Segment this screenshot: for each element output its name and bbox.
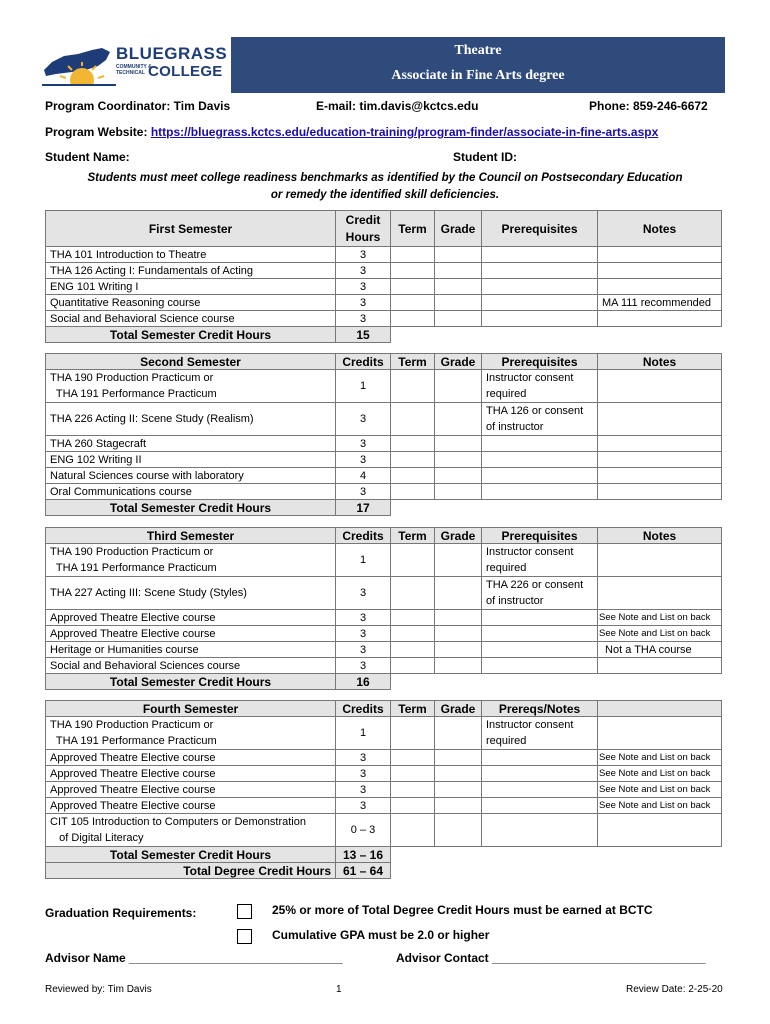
table-row [46,717,722,750]
credit-value: 3 [336,436,391,452]
col-notes: Notes [598,211,722,247]
course-name: Approved Theatre Elective course [46,626,336,642]
prereq-cell [482,311,598,327]
term-cell[interactable] [391,766,435,782]
notes-cell: See Note and List on back [598,626,722,642]
grade-cell[interactable] [435,468,482,484]
logo-mark-icon [42,46,116,86]
table-header-row [46,211,722,247]
prereq-cell [482,468,598,484]
prereq-cell [482,295,598,311]
credit-value: 3 [336,642,391,658]
degree-title: Associate in Fine Arts degree [391,68,565,83]
notes-cell: See Note and List on back [598,750,722,766]
table-row [46,577,722,610]
grade-cell[interactable] [435,370,482,403]
prereq-line: required [486,562,527,574]
grade-cell[interactable] [435,750,482,766]
prereq-cell [482,610,598,626]
table-header-row [46,528,722,544]
credit-value: 3 [336,452,391,468]
page-number: 1 [336,984,342,995]
prereq-line: Instructor consent [486,546,574,558]
total-value: 17 [336,500,391,516]
credit-value: 3 [336,610,391,626]
readiness-line-1: Students must meet college readiness benchmarks as identified by the Council on Postsecondary Education [87,172,683,184]
table-row [46,798,722,814]
col-notes [598,701,722,717]
prereq-line: required [486,388,527,400]
prereq-line: of instructor [486,421,544,433]
prereq-cell [482,642,598,658]
col-credits: Credits [336,528,391,544]
credit-value: 3 [336,403,391,436]
notes-cell [598,814,722,847]
notes-cell [598,544,722,577]
course-name: Approved Theatre Elective course [46,610,336,626]
table-row [46,403,722,436]
course-name: Social and Behavioral Sciences course [46,658,336,674]
readiness-line-2: or remedy the identified skill deficiencies. [270,189,500,201]
term-cell[interactable] [391,782,435,798]
col-course: Third Semester [46,528,336,544]
course-name: THA 101 Introduction to Theatre [46,247,336,263]
course-name: Approved Theatre Elective course [46,750,336,766]
course-name [46,544,336,577]
course-name: Approved Theatre Elective course [46,798,336,814]
course-line: THA 191 Performance Practicum [50,388,217,400]
course-line: THA 191 Performance Practicum [50,562,217,574]
grade-cell[interactable] [435,626,482,642]
degree-total-row [46,863,722,879]
table-row [46,263,722,279]
website-link[interactable]: https://bluegrass.kctcs.edu/education-training/program-finder/associate-in-fine-arts.aspx [150,125,659,139]
notes-cell [598,484,722,500]
notes-cell [598,577,722,610]
grade-cell[interactable] [435,436,482,452]
table-row [46,626,722,642]
grade-cell[interactable] [435,642,482,658]
table-row [46,484,722,500]
logo-sub: COMMUNITY & TECHNICAL [116,64,152,76]
course-name: THA 126 Acting I: Fundamentals of Acting [46,263,336,279]
table-row [46,642,722,658]
col-term: Term [391,701,435,717]
credit-value: 3 [336,247,391,263]
grad-req-1-checkbox[interactable] [237,904,252,919]
course-name: ENG 101 Writing I [46,279,336,295]
grade-cell[interactable] [435,452,482,468]
term-cell[interactable] [391,436,435,452]
course-name: Oral Communications course [46,484,336,500]
review-date: Review Date: 2-25-20 [626,984,723,995]
course-line: THA 190 Production Practicum or [50,372,214,384]
course-name: Natural Sciences course with laboratory [46,468,336,484]
total-value: 15 [336,327,391,343]
table-row [46,782,722,798]
email: E-mail: tim.davis@kctcs.edu [316,99,479,113]
table-row [46,468,722,484]
grade-cell[interactable] [435,782,482,798]
course-name: Social and Behavioral Science course [46,311,336,327]
course-name: THA 260 Stagecraft [46,436,336,452]
credit-value: 1 [336,717,391,750]
degree-total-label: Total Degree Credit Hours [46,863,336,879]
grade-cell[interactable] [435,610,482,626]
credit-value: 3 [336,766,391,782]
credit-value: 4 [336,468,391,484]
notes-cell: See Note and List on back [598,766,722,782]
total-label: Total Semester Credit Hours [46,847,336,863]
website-label: Program Website: [45,125,148,139]
course-name: ENG 102 Writing II [46,452,336,468]
term-cell[interactable] [391,484,435,500]
grade-cell[interactable] [435,311,482,327]
grade-cell[interactable] [435,717,482,750]
table-row [46,436,722,452]
notes-cell: MA 111 recommended [598,295,722,311]
term-cell[interactable] [391,577,435,610]
total-row [46,500,722,516]
course-name [46,370,336,403]
advisor-name: Advisor Name ________________________________ [45,951,343,965]
notes-cell [598,279,722,295]
col-term: Term [391,211,435,247]
prereq-cell [482,626,598,642]
col-term: Term [391,354,435,370]
col-prereq: Prerequisites [482,211,598,247]
prereq-line: THA 126 or consent [486,405,584,417]
col-prereq: Prerequisites [482,354,598,370]
title-banner [231,37,725,93]
grade-cell[interactable] [435,544,482,577]
total-value: 13 – 16 [336,847,391,863]
course-name: THA 226 Acting II: Scene Study (Realism) [46,403,336,436]
term-cell[interactable] [391,295,435,311]
grad-req-2-checkbox[interactable] [237,929,252,944]
credit-value: 3 [336,626,391,642]
grade-cell[interactable] [435,279,482,295]
table-row [46,658,722,674]
term-cell[interactable] [391,626,435,642]
table-row [46,247,722,263]
course-name: Approved Theatre Elective course [46,782,336,798]
credit-value: 3 [336,311,391,327]
grad-req-label: Graduation Requirements: [45,906,197,920]
college-logo [42,44,228,88]
prereq-cell [482,247,598,263]
table-row [46,279,722,295]
prereq-cell [482,544,598,577]
notes-cell [598,452,722,468]
grad-req-1: 25% or more of Total Degree Credit Hours must be earned at BCTC [272,903,653,917]
second-semester-table [45,353,722,516]
term-cell[interactable] [391,750,435,766]
course-line: of Digital Literacy [50,832,144,844]
prereq-cell [482,750,598,766]
course-line: CIT 105 Introduction to Computers or Demonstration [50,816,306,828]
logo-name: BLUEGRASS [116,44,228,63]
credit-value: 3 [336,263,391,279]
advisor-contact: Advisor Contact ________________________________ [396,951,706,965]
credit-value: 0 – 3 [336,814,391,847]
table-row [46,766,722,782]
prereq-cell [482,484,598,500]
prereq-line: of instructor [486,595,544,607]
col-notes: Notes [598,354,722,370]
table-row [46,295,722,311]
credit-value: 3 [336,658,391,674]
grade-cell[interactable] [435,263,482,279]
table-row [46,370,722,403]
course-name: Quantitative Reasoning course [46,295,336,311]
grade-cell[interactable] [435,403,482,436]
term-cell[interactable] [391,658,435,674]
credit-value: 3 [336,279,391,295]
term-cell[interactable] [391,814,435,847]
prereq-cell [482,279,598,295]
term-cell[interactable] [391,452,435,468]
notes-cell [598,263,722,279]
notes-cell: See Note and List on back [598,782,722,798]
website-row [45,125,658,139]
grade-cell[interactable] [435,484,482,500]
col-prereq: Prereqs/Notes [482,701,598,717]
prereq-cell [482,577,598,610]
third-semester-table [45,527,722,690]
col-course: First Semester [46,211,336,247]
prereq-cell [482,766,598,782]
credit-value: 3 [336,798,391,814]
col-credits: Credits [336,354,391,370]
course-name: THA 227 Acting III: Scene Study (Styles) [46,577,336,610]
col-prereq: Prerequisites [482,528,598,544]
notes-cell: See Note and List on back [598,610,722,626]
notes-cell [598,403,722,436]
course-name: Heritage or Humanities course [46,642,336,658]
total-label: Total Semester Credit Hours [46,327,336,343]
course-line: THA 191 Performance Practicum [50,735,217,747]
term-cell[interactable] [391,798,435,814]
term-cell[interactable] [391,403,435,436]
term-cell[interactable] [391,311,435,327]
fourth-semester-table [45,700,722,879]
prereq-cell [482,403,598,436]
prereq-cell [482,370,598,403]
total-label: Total Semester Credit Hours [46,674,336,690]
term-cell[interactable] [391,642,435,658]
table-row [46,750,722,766]
course-line: THA 190 Production Practicum or [50,546,214,558]
term-cell[interactable] [391,544,435,577]
col-grade: Grade [435,528,482,544]
notes-cell [598,247,722,263]
credit-value: 1 [336,370,391,403]
notes-cell [598,370,722,403]
col-grade: Grade [435,701,482,717]
logo-college: COLLEGE [148,63,223,80]
table-row [46,544,722,577]
credit-value: 3 [336,577,391,610]
reviewed-by: Reviewed by: Tim Davis [45,984,152,995]
credit-value: 3 [336,484,391,500]
col-grade: Grade [435,354,482,370]
course-line: THA 190 Production Practicum or [50,719,214,731]
credit-value: 1 [336,544,391,577]
grade-cell[interactable] [435,247,482,263]
col-credits: Credit Hours [336,211,391,247]
col-credits: Credits [336,701,391,717]
degree-total-value: 61 – 64 [336,863,391,879]
term-cell[interactable] [391,610,435,626]
credit-value: 3 [336,782,391,798]
phone: Phone: 859-246-6672 [589,99,708,113]
term-cell[interactable] [391,717,435,750]
student-id-label: Student ID: [453,150,517,164]
grad-req-2: Cumulative GPA must be 2.0 or higher [272,928,490,942]
first-semester-table [45,210,722,343]
grade-cell[interactable] [435,577,482,610]
grade-cell[interactable] [435,658,482,674]
table-header-row [46,354,722,370]
col-grade: Grade [435,211,482,247]
term-cell[interactable] [391,370,435,403]
prereq-line: Instructor consent [486,372,574,384]
col-notes: Notes [598,528,722,544]
term-cell[interactable] [391,279,435,295]
total-value: 16 [336,674,391,690]
prereq-cell [482,717,598,750]
term-cell[interactable] [391,247,435,263]
grade-cell[interactable] [435,814,482,847]
table-row [46,610,722,626]
course-name [46,814,336,847]
notes-cell [598,468,722,484]
grade-cell[interactable] [435,798,482,814]
prereq-line: required [486,735,527,747]
total-row [46,847,722,863]
notes-cell [598,717,722,750]
notes-cell: See Note and List on back [598,798,722,814]
notes-cell: Not a THA course [598,642,722,658]
prereq-cell [482,263,598,279]
notes-cell [598,311,722,327]
student-name-label: Student Name: [45,150,130,164]
table-header-row [46,701,722,717]
prereq-cell [482,814,598,847]
col-term: Term [391,528,435,544]
prereq-cell [482,658,598,674]
notes-cell [598,436,722,452]
table-row [46,452,722,468]
notes-cell [598,658,722,674]
grade-cell[interactable] [435,295,482,311]
credit-value: 3 [336,750,391,766]
prereq-cell [482,452,598,468]
total-row [46,674,722,690]
prereq-cell [482,782,598,798]
table-row [46,311,722,327]
term-cell[interactable] [391,263,435,279]
table-row [46,814,722,847]
course-name [46,717,336,750]
total-label: Total Semester Credit Hours [46,500,336,516]
prereq-line: Instructor consent [486,719,574,731]
prereq-cell [482,436,598,452]
credit-value: 3 [336,295,391,311]
prereq-cell [482,798,598,814]
prereq-line: THA 226 or consent [486,579,584,591]
grade-cell[interactable] [435,766,482,782]
term-cell[interactable] [391,468,435,484]
col-course: Second Semester [46,354,336,370]
col-course: Fourth Semester [46,701,336,717]
course-name: Approved Theatre Elective course [46,766,336,782]
total-row [46,327,722,343]
coordinator: Program Coordinator: Tim Davis [45,99,231,113]
program-title: Theatre [454,43,502,58]
